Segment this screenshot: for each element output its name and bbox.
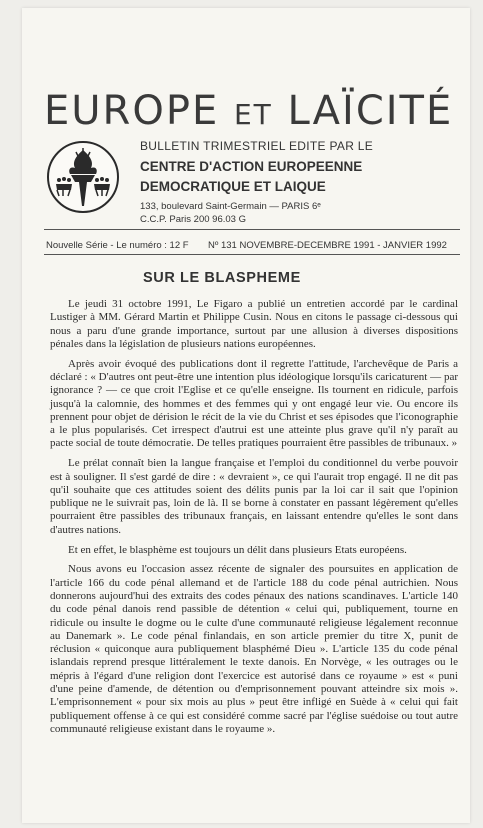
title-laicite: LAÏCITÉ: [287, 88, 454, 134]
document-page: [22, 8, 470, 823]
masthead-title: [44, 88, 453, 134]
article-paragraph: Le jeudi 31 octobre 1991, Le Figaro a publié un entretien accordé par le cardinal Lustiger à MM. Gérard Martin et Philippe Cusin. Nous en citons le passage ci-dessous qui nous a paru d'une grande importance, surtout par une allusion à diverses dispositions pénales dans la législation de plusieurs nations européennes.: [50, 298, 458, 350]
org-ccp: C.C.P. Paris 200 96.03 G: [140, 214, 246, 225]
masthead-rule-bottom: [44, 254, 460, 255]
org-name-line-2: DEMOCRATIQUE ET LAIQUE: [140, 179, 326, 194]
article-paragraph: Après avoir évoqué des publications dont il regrette l'attitude, l'archevêque de Paris a déclaré : « D'autres ont peut-être une intention plus idéologique lorsqu'ils caricaturent — par ignorance ? — ce que croit l'Eglise et ce qu'elle enseigne. Ils tournent en ridicule, parfois jusqu'à la calomnie, des hommes et des femmes qui y ont engagé leur vie. Ou encore ils prennent pour objet de dérision le récit de la vie du Christ et ses épisodes que l'iconographie a le plus popularisés. Cet irrespect d'autrui est une atteinte plus grave qu'il n'y paraît au pacte social de toute démocratie. De telles pratiques pourraient être passibles de tribunaux. »: [50, 357, 458, 450]
publisher-info: [140, 139, 460, 225]
org-address: 133, boulevard Saint-Germain — PARIS 6ᵉ: [140, 201, 321, 212]
title-europe: EUROPE: [44, 88, 220, 134]
article-paragraph: Le prélat connaît bien la langue française et l'emploi du conditionnel du verbe pouvoir est à souligner. Il s'est gardé de dire : « devraient », ce qui l'aurait trop engagé. Il ne dit pas qu'il souhaite que ces attitudes soient des délits punis par la loi car il sait que l'opinion publique ne le suivrait pas, loin de là. Il se borne à constater en passant légèrement qu'elles pourraient être passibles des tribunaux français, en laissant entendre qu'elles le sont dans d'autres nations.: [50, 457, 458, 536]
org-name-line-1: CENTRE D'ACTION EUROPEENNE: [140, 159, 363, 174]
issue-series: Nouvelle Série - Le numéro : 12 F: [46, 240, 189, 251]
torch-laurel-emblem-icon: [46, 140, 120, 214]
article-paragraph: Nous avons eu l'occasion assez récente de signaler des poursuites en application de l'article 166 du code pénal allemand et de l'article 188 du code pénal autrichien. Nous donnerons aujourd'hui des extraits des codes pénaux des nations scandinaves. L'article 140 du code pénal danois rend passible de détention « celui qui, publiquement, tourne en ridicule ou insulte le dogme ou le culte d'une communauté religieuse légalement reconnue au Danemark ». Le code pénal finlandais, en son article premier du titre X, punit de réclusion « quiconque aura publiquement blasphémé Dieu ». L'article 135 du code pénal islandais reprend presque littéralement le texte danois. En Norvège, « les outrages ou le mépris à l'égard d'une religion dont l'exercice est autorisé dans ce royaume » est « puni d'une peine d'amende, de détention ou d'emprisonnement pouvant atteindre six mois ». L'emprisonnement « pour six mois au plus » peut être infligé en Suède à « celui qui fait publiquement offense à ce qui est considéré comme sacré par l'église suédoise ou tout autre communauté religieuse existant dans le royaume ».: [50, 563, 458, 735]
masthead-rule-top: [44, 229, 460, 230]
article-title: SUR LE BLASPHEME: [143, 270, 301, 286]
bulletin-subtitle: BULLETIN TRIMESTRIEL EDITE PAR LE: [140, 139, 374, 153]
article-paragraph: Et en effet, le blasphème est toujours un délit dans plusieurs Etats européens.: [68, 543, 407, 556]
article-body: [50, 298, 458, 743]
title-et: ET: [233, 98, 273, 131]
issue-number: Nº 131 NOVEMBRE-DECEMBRE 1991 - JANVIER 1992: [208, 240, 447, 251]
